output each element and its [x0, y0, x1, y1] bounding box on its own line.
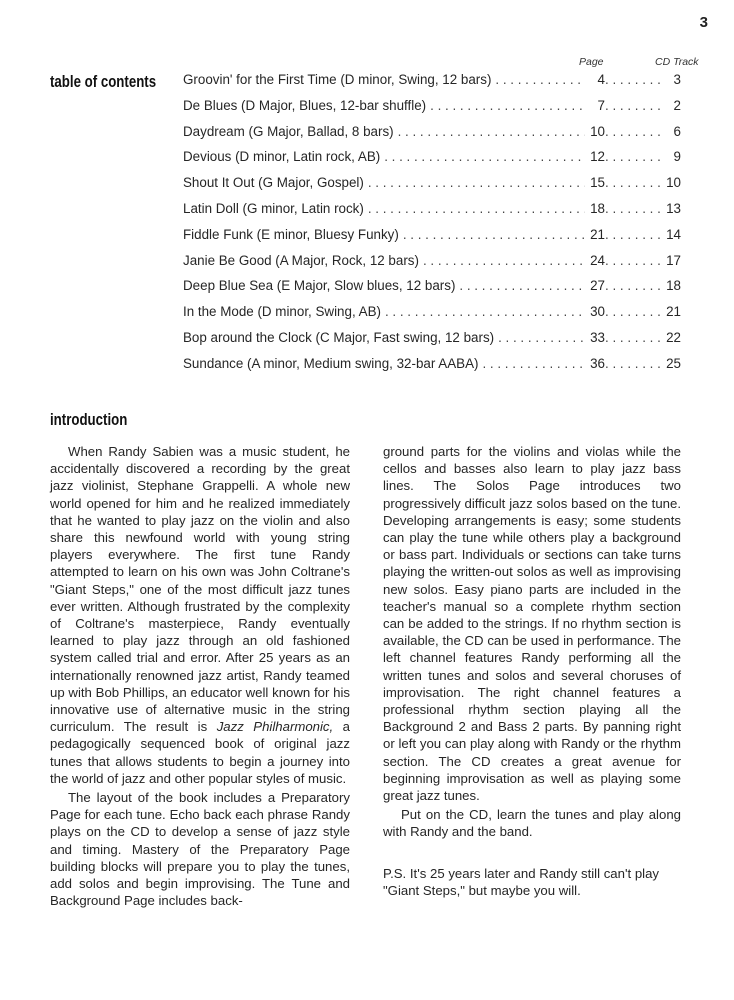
toc-entry-page: 15	[590, 175, 605, 191]
toc-entry-title: Daydream (G Major, Ballad, 8 bars)	[183, 123, 394, 139]
intro-paragraph: Put on the CD, learn the tunes and play along with Randy and the band.	[383, 807, 681, 840]
intro-left-column	[50, 443, 350, 909]
introduction-heading: introduction	[50, 410, 128, 429]
dot-leader	[605, 72, 663, 87]
toc-entry	[183, 253, 681, 279]
page-number: 3	[699, 14, 708, 31]
toc-entry-page: 24	[590, 252, 605, 268]
toc-entry-track: 25	[666, 355, 681, 371]
toc-entry	[183, 175, 681, 201]
dot-leader	[605, 330, 663, 345]
dot-leader	[364, 201, 585, 216]
toc-entry-title: Sundance (A minor, Medium swing, 32-bar AABA)	[183, 355, 479, 371]
dot-leader	[399, 227, 585, 242]
toc-entry-title: Janie Be Good (A Major, Rock, 12 bars)	[183, 252, 419, 268]
postscript: P.S. It's 25 years later and Randy still can't play "Giant Steps," but maybe you will.	[383, 865, 660, 898]
book-title: Jazz Philharmonic,	[216, 719, 334, 735]
toc-entry-title: Deep Blue Sea (E Major, Slow blues, 12 bars)	[183, 278, 456, 294]
toc-entry-track: 10	[666, 175, 681, 191]
toc-entry-track: 13	[666, 200, 681, 216]
dot-leader	[605, 356, 663, 371]
toc-entry-page: 33	[590, 329, 605, 345]
dot-leader	[419, 253, 585, 268]
dot-leader	[381, 304, 585, 319]
toc-entry	[183, 227, 681, 253]
dot-leader	[426, 98, 585, 113]
toc-entry	[183, 201, 681, 227]
dot-leader	[605, 149, 663, 164]
toc-entry-page: 10	[590, 123, 605, 139]
toc-entry-title: Bop around the Clock (C Major, Fast swing, 12 bars)	[183, 329, 495, 345]
toc-entry-page: 18	[590, 200, 605, 216]
dot-leader	[364, 175, 585, 190]
toc-entry-page: 21	[590, 226, 605, 242]
dot-leader	[491, 72, 585, 87]
toc-entry-track: 21	[666, 304, 681, 320]
toc-entry-title: In the Mode (D minor, Swing, AB)	[183, 304, 381, 320]
intro-right-column	[383, 443, 681, 899]
toc-entry	[183, 278, 681, 304]
toc-entry-title: Groovin' for the First Time (D minor, Swing, 12 bars)	[183, 72, 492, 87]
dot-leader	[605, 201, 663, 216]
intro-paragraph	[50, 443, 350, 787]
toc-entry	[183, 124, 681, 150]
dot-leader	[455, 278, 585, 293]
dot-leader	[394, 124, 585, 139]
cd-track-column-header: CD Track	[655, 56, 699, 68]
toc-entry-page: 4	[597, 72, 605, 87]
dot-leader	[605, 253, 663, 268]
dot-leader	[478, 356, 585, 371]
dot-leader	[605, 227, 663, 242]
toc-heading: table of contents	[50, 72, 157, 91]
toc-entry-track: 3	[673, 72, 681, 87]
dot-leader	[380, 149, 585, 164]
intro-p1-text-end: a pedagogically sequenced book of original jazz tunes that allows students to begin a journey into the world of jazz and other popular styles of music.	[50, 719, 351, 786]
intro-paragraph: ground parts for the violins and violas while the cellos and basses also learn to play jazz bass lines. The Solos Page introduces two progressively difficult jazz solos based on the tune. Developing arrangements is easy; some students can play the tune while others play a background or bass part. Individuals or sections can take turns playing the written-out solos as well as improvising new solos. Easy piano parts are included in the teacher's manual so a complete rhythm section can be added to the strings. If no rhythm section is available, the CD can be used in performance. The left channel features Randy performing all the written tunes and solos and several choruses of improvisation. The right channel features a professional rhythm section playing all the Background 2 and Bass 2 parts. By panning right or left you can play along with Randy or the rhythm section. The CD creates a great avenue for beginning improvisation as well as playing some great jazz tunes.	[383, 444, 681, 804]
page-column-header: Page	[579, 56, 604, 68]
toc-entry-title: Fiddle Funk (E minor, Bluesy Funky)	[183, 226, 399, 242]
intro-p1-text: When Randy Sabien was a music student, he accidentally discovered a recording by the great jazz violinist, Stephane Grappelli. A whole new world opened for him and he realized immediately that he wanted to play jazz on the violin and also share this newfound world with young string players everywhere. The first tune Randy attempted to learn on his own was John Coltrane's "Giant Steps," one of the most difficult jazz tunes ever written. Although frustrated by the complexity of Coltrane's masterpiece, Randy eventually learned to play jazz through an old fashioned system called trial and error. After 25 years as an internationally renowned jazz artist, Randy teamed up with Bob Phillips, an educator well known for his innovative use of alternative music in the string curriculum. The result is	[50, 444, 350, 735]
dot-leader	[605, 175, 663, 190]
toc-entry-track: 2	[673, 97, 681, 113]
toc-entry-track: 14	[666, 226, 681, 242]
toc-entry-track: 6	[673, 123, 681, 139]
toc-entry-page: 12	[590, 149, 605, 165]
toc-entry-title: Devious (D minor, Latin rock, AB)	[183, 149, 381, 165]
toc-entry-title: Shout It Out (G Major, Gospel)	[183, 175, 364, 191]
toc-entry	[183, 330, 681, 356]
toc-entry	[183, 98, 681, 124]
toc-entry	[183, 304, 681, 330]
dot-leader	[494, 330, 585, 345]
toc-entry-track: 17	[666, 252, 681, 268]
toc-entry-page: 7	[597, 97, 605, 113]
toc-entry	[183, 72, 681, 98]
toc-list	[183, 72, 681, 382]
toc-entry-track: 9	[673, 149, 681, 165]
intro-paragraph: The layout of the book includes a Preparatory Page for each tune. Echo back each phrase Randy plays on the CD to develop a sense of jazz style and timing. Mastery of the Preparatory Page building blocks will prepare you to play the tunes, add solos and begin improvising. The Tune and Background Page includes back-	[50, 790, 350, 909]
toc-entry	[183, 149, 681, 175]
dot-leader	[605, 98, 663, 113]
toc-entry-page: 27	[590, 278, 605, 294]
dot-leader	[605, 278, 663, 293]
toc-entry-track: 18	[666, 278, 681, 294]
dot-leader	[605, 124, 663, 139]
dot-leader	[605, 304, 663, 319]
toc-entry-title: Latin Doll (G minor, Latin rock)	[183, 200, 364, 216]
toc-entry-page: 36	[590, 355, 605, 371]
toc-entry	[183, 356, 681, 382]
toc-entry-page: 30	[590, 304, 605, 320]
toc-entry-title: De Blues (D Major, Blues, 12-bar shuffle)	[183, 97, 427, 113]
toc-entry-track: 22	[666, 329, 681, 345]
